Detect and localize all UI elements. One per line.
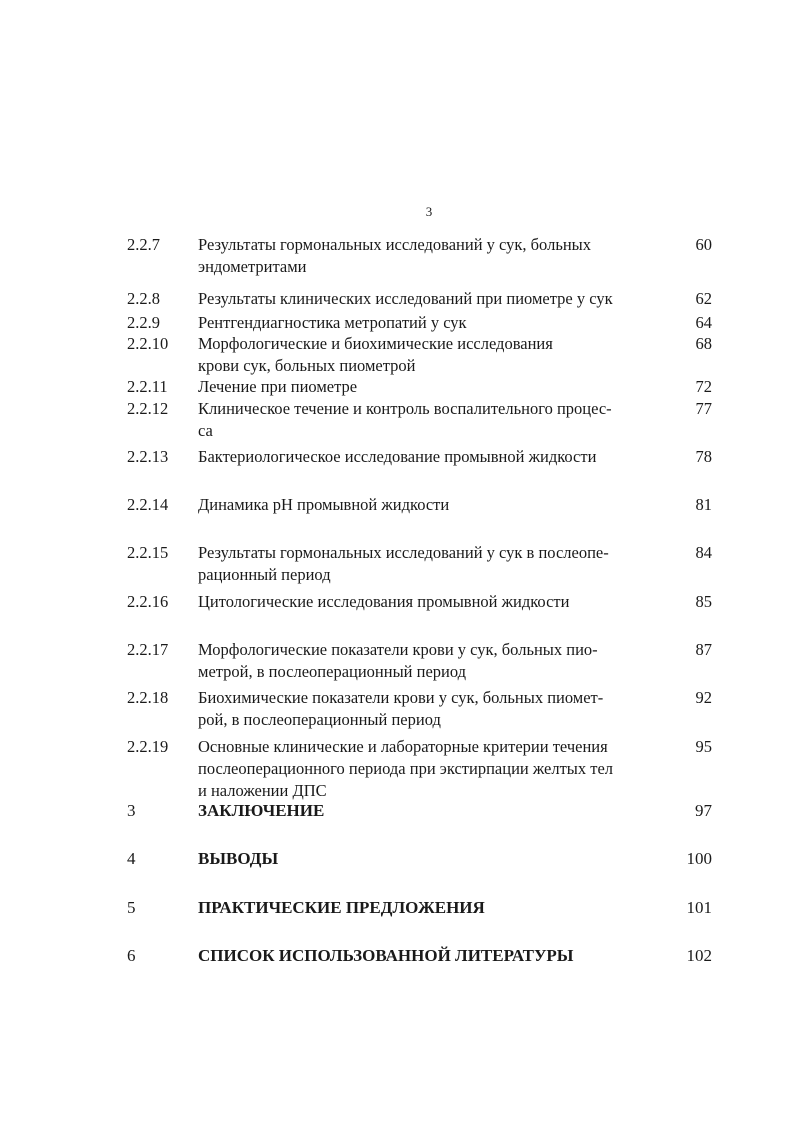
toc-entry-page: 101: [686, 898, 712, 917]
toc-entry-page: 92: [695, 688, 712, 707]
toc-entry-title: Морфологические и биохимические исследования крови сук, больных пиометрой: [198, 334, 553, 375]
toc-entry-title: Основные клинические и лабораторные критерии течения послеоперационного периода при экстирпации желтых тел и наложении ДПС: [198, 737, 614, 800]
toc-entry-number: 2.2.13: [127, 447, 169, 466]
toc-entry-page: 87: [695, 640, 712, 659]
toc-entry-number: 2.2.12: [127, 399, 169, 418]
toc-entry-page: 84: [695, 543, 712, 562]
toc-entry-title: Результаты гормональных исследований у сук, больных эндометритами: [198, 235, 592, 276]
toc-entry-number: 2.2.14: [127, 495, 169, 514]
toc-entry-title: Результаты гормональных исследований у сук в послеопе- рационный период: [198, 543, 609, 584]
toc-entry-page: 81: [695, 495, 712, 514]
toc-entry-page: 78: [695, 447, 712, 466]
toc-entry-number: 2.2.8: [127, 289, 160, 308]
toc-entry-title: СПИСОК ИСПОЛЬЗОВАННОЙ ЛИТЕРАТУРЫ: [198, 946, 574, 965]
toc-entry-number: 2.2.10: [127, 334, 169, 353]
toc-entry-page: 102: [686, 946, 712, 965]
toc-entry-page: 60: [695, 235, 712, 254]
toc-entry-title: Результаты клинических исследований при пиометре у сук: [198, 289, 613, 308]
toc-entry-number: 2.2.9: [127, 313, 160, 332]
toc-entry-title: ВЫВОДЫ: [198, 849, 279, 868]
toc-entry-title: Динамика pH промывной жидкости: [198, 495, 450, 514]
toc-entry-number: 5: [127, 898, 136, 917]
toc-entry-number: 2.2.19: [127, 737, 169, 756]
page-number: 3: [425, 204, 433, 219]
toc-entry-page: 68: [695, 334, 712, 353]
toc-entry-page: 62: [695, 289, 712, 308]
toc-entry-number: 2.2.7: [127, 235, 160, 254]
toc-entry-title: Бактериологическое исследование промывной жидкости: [198, 447, 597, 466]
toc-entry-page: 95: [695, 737, 712, 756]
toc-entry-title: Биохимические показатели крови у сук, больных пиомет- рой, в послеоперационный период: [198, 688, 604, 729]
toc-entry-number: 2.2.16: [127, 592, 169, 611]
toc-entry-number: 2.2.15: [127, 543, 169, 562]
toc-entry-title: Морфологические показатели крови у сук, больных пио- метрой, в послеоперационный период: [198, 640, 598, 681]
toc-entry-page: 97: [695, 801, 712, 820]
toc-entry-number: 3: [127, 801, 136, 820]
toc-entry-page: 100: [686, 849, 712, 868]
toc-entry-title: Лечение при пиометре: [198, 377, 358, 396]
toc-entry-title: Цитологические исследования промывной жидкости: [198, 592, 570, 611]
toc-entry-page: 85: [695, 592, 712, 611]
toc-entry-number: 4: [127, 849, 136, 868]
toc-entry-title: ПРАКТИЧЕСКИЕ ПРЕДЛОЖЕНИЯ: [198, 898, 485, 917]
toc-entry-page: 72: [695, 377, 712, 396]
toc-entry-number: 6: [127, 946, 136, 965]
toc-entry-page: 64: [695, 313, 712, 332]
toc-entry-title: ЗАКЛЮЧЕНИЕ: [198, 801, 325, 820]
toc-entry-number: 2.2.11: [127, 377, 168, 396]
toc-entry-title: Клиническое течение и контроль воспалительного процес- са: [198, 399, 612, 440]
toc-entry-number: 2.2.17: [127, 640, 169, 659]
toc-entry-title: Рентгендиагностика метропатий у сук: [198, 313, 467, 332]
toc-entry-page: 77: [695, 399, 712, 418]
toc-entry-number: 2.2.18: [127, 688, 169, 707]
